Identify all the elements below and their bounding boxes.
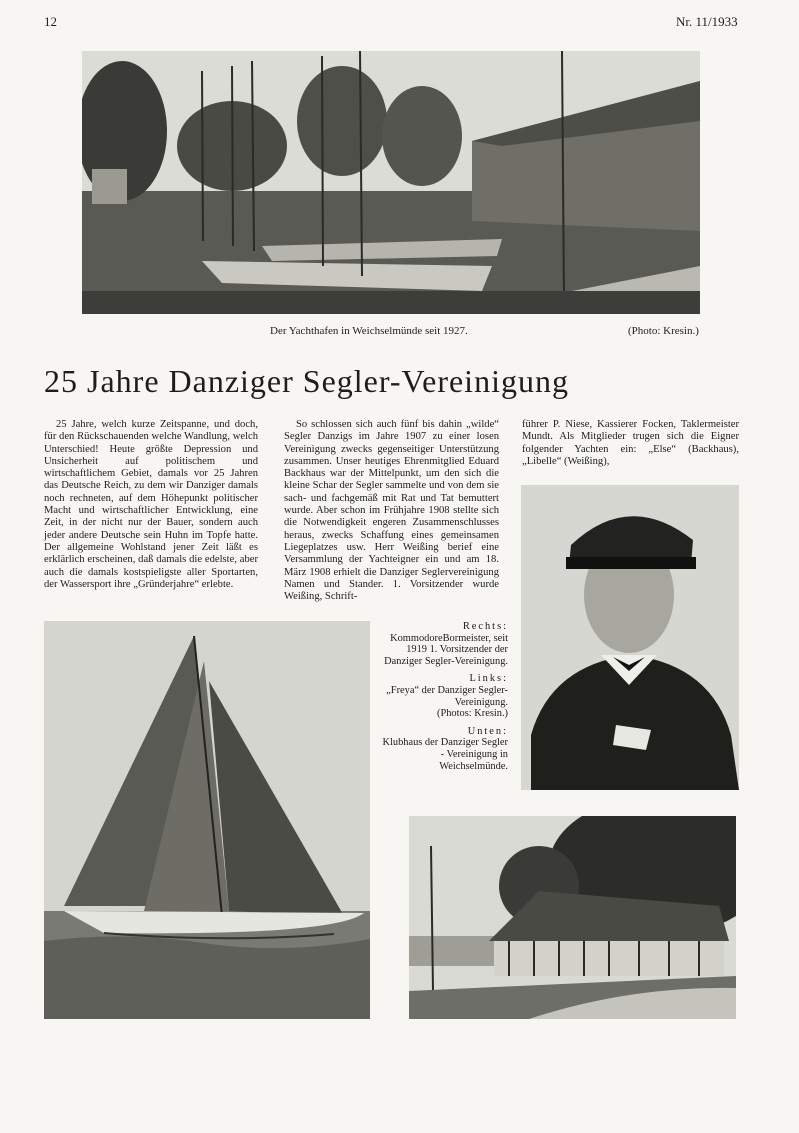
article-column-2 — [284, 419, 499, 603]
clubhouse-photo — [409, 816, 736, 1019]
yacht-freya-photo — [44, 621, 370, 1019]
photo-captions — [378, 621, 508, 772]
right-caption-label: Rechts: — [462, 621, 508, 632]
left-caption-label: Links: — [469, 673, 508, 685]
article-column-3 — [522, 419, 739, 468]
right-caption-text: KommodoreBormeister, seit 1919 1. Vorsitzender der Danziger Segler-Vereinigung. — [384, 632, 508, 667]
column-3-text: führer P. Niese, Kassierer Focken, Taklermeister Mundt. Als Mitglieder trugen sich die Eigner folgender Yachten ein: „Else“ (Backhaus), „Libelle“ (Weißing), — [522, 419, 739, 467]
top-photo-caption: Der Yachthafen in Weichselmünde seit 1927. — [270, 325, 468, 337]
yacht-harbour-photo — [82, 51, 700, 314]
bottom-caption-text: Klubhaus der Danziger Segler - Vereinigung in Weichselmünde. — [382, 737, 508, 772]
top-photo-credit: (Photo: Kresin.) — [628, 325, 699, 337]
article-title: 25 Jahre Danziger Segler-Vereinigung — [44, 363, 569, 399]
bottom-caption-label: Unten: — [467, 725, 508, 737]
article-column-1 — [44, 419, 258, 591]
left-caption-credit: (Photos: Kresin.) — [437, 708, 508, 720]
commodore-portrait-photo — [521, 485, 739, 790]
column-2-text: So schlossen sich auch fünf bis dahin „wilde“ Segler Danzigs im Jahre 1907 zu einer losen Vereinigung zwecks gegenseitiger Unterstützung zusammen. Unser heutiges Ehrenmitglied Eduard Backhaus war der Mittelpunkt, um den sich die kleine Schar der Segler sammelte und von dem sie sach- und fachgemäß mit Rat und Tat bemuttert wurde. Aber schon im Frühjahre 1908 stellte sich die Notwendigkeit engeren Zusammenschlusses heraus, zwecks Schaffung eines gemeinsamen Liegeplatzes usw. Herr Weißing berief eine Versammlung der Yachteigner ein und am 18. März 1908 erhielt die Danziger Seglervereinigung Namen und Stander. 1. Vorsitzender wurde Weißing, Schrift- — [284, 419, 499, 603]
left-caption-text: „Freya“ der Danziger Segler-Vereinigung. — [386, 684, 508, 708]
issue-number: Nr. 11/1933 — [676, 14, 738, 29]
page-number: 12 — [44, 14, 57, 29]
column-1-text: 25 Jahre, welch kurze Zeitspanne, und doch, für den Rückschauenden welche Wandlung, welch Unterschied! Heute größte Depression und Unsicherheit auf politischem und wirtschaftlichem Gebiet, damals vor 25 Jahren das Deutsche Reich, zu dem wir Danziger damals noch rechneten, auf dem Höhepunkt politischer Macht und wirtschaftlicher Entwicklung, eine Zeit, in der nicht nur der Bauer, sondern auch jeder andere Deutsche sein Huhn im Topfe hatte. Der allgemeine Wohlstand jener Zeit läßt es erklärlich erscheinen, daß damals die edelste, aber auch die damals kostspieligste aller Sportarten, der Wassersport ihre „Gründerjahre“ erlebte. — [44, 419, 258, 590]
